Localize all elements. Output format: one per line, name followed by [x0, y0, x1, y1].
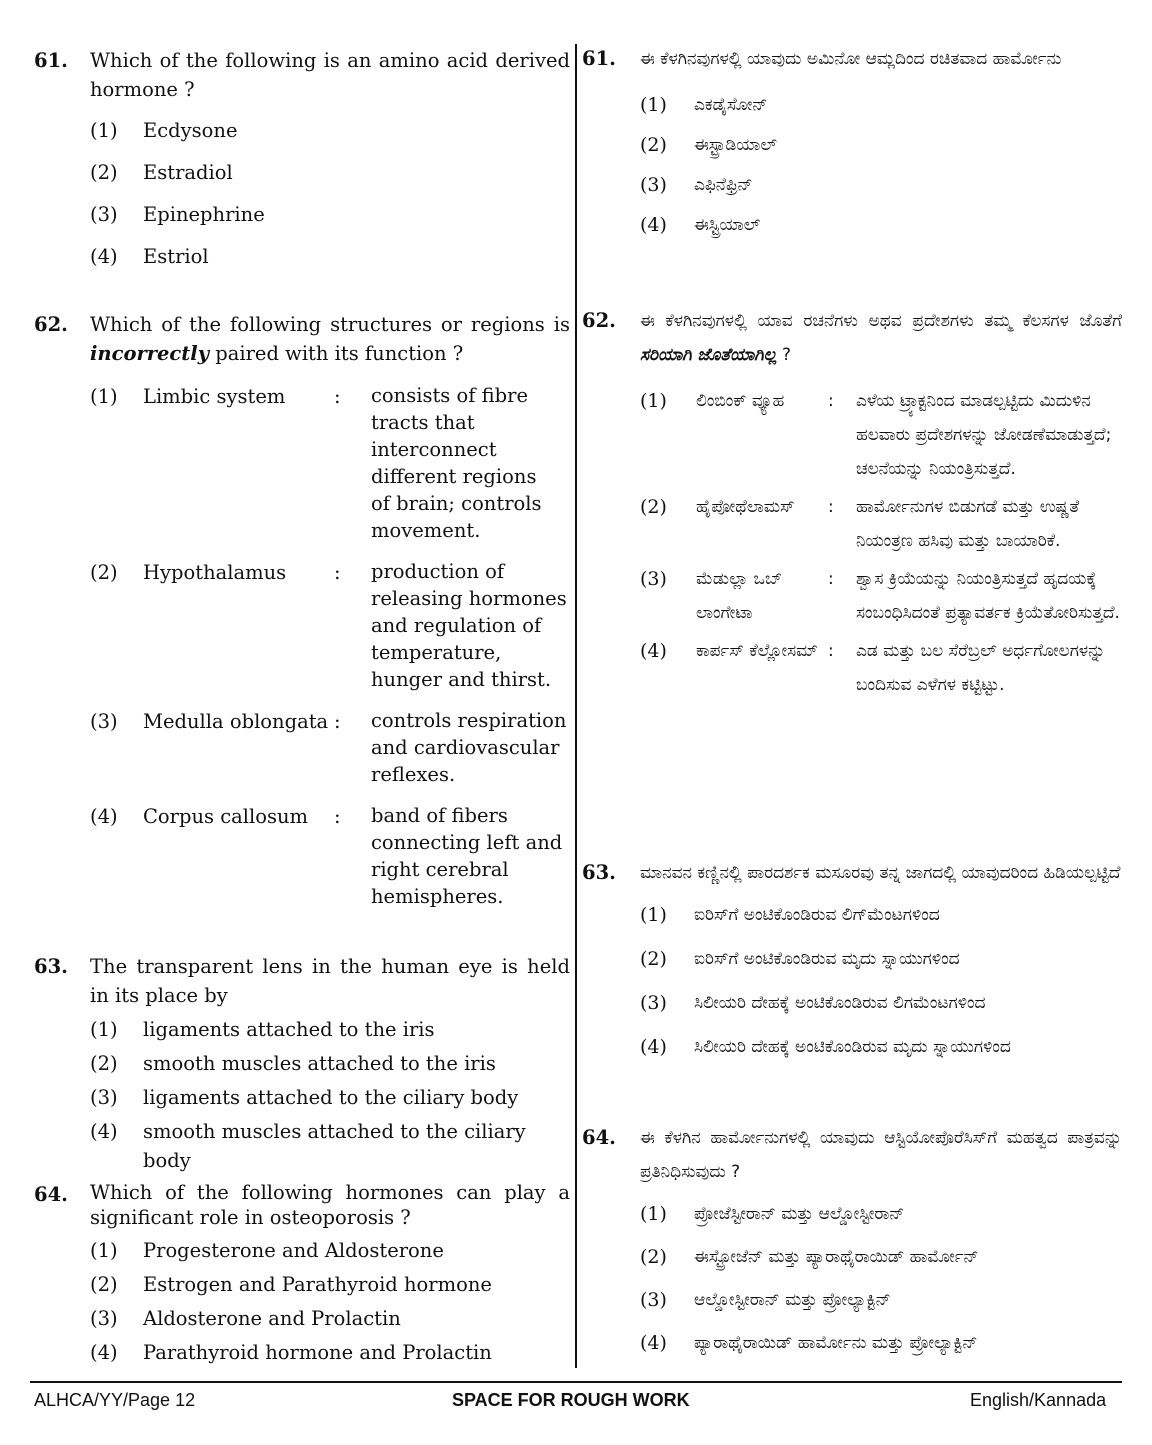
separator: :	[828, 569, 834, 589]
option-number: (2)	[640, 134, 667, 156]
option-3[interactable]	[640, 1283, 1122, 1317]
option-text: ಈಸ್ಟ್ರೋಜೆನ್ ಮತ್ತು ಪ್ಯಾರಾಥೈರಾಯಿಡ್ ಹಾರ್ಮೋನ್	[694, 1247, 979, 1267]
question-64-en	[34, 1180, 570, 1367]
function-description: controls respiration and cardiovascular reflexes.	[371, 709, 567, 786]
question-63-en	[34, 952, 570, 1175]
option-2[interactable]	[640, 942, 1122, 976]
option-number: (4)	[640, 1036, 667, 1058]
separator: :	[828, 641, 834, 661]
option-number: (1)	[640, 390, 667, 412]
option-number: (4)	[90, 805, 118, 828]
option-1[interactable]	[90, 116, 570, 145]
option-number: (2)	[90, 1052, 118, 1075]
separator: :	[334, 561, 341, 584]
option-text: Estriol	[143, 245, 209, 268]
structure-name: Hypothalamus	[143, 561, 287, 584]
option-number: (3)	[90, 1307, 118, 1330]
structure-name: Medulla oblongata	[143, 710, 329, 733]
option-number: (1)	[90, 385, 118, 408]
question-text: ಈ ಕೆಳಗಿನವುಗಳಲ್ಲಿ ಯಾವುದು ಅಮಿನೋ ಆಮ್ಲದಿಂದ ರಚಿತವಾದ ಹಾರ್ಮೋನು	[640, 49, 1062, 69]
option-3[interactable]	[90, 200, 570, 229]
function-description: ಹಾರ್ಮೋನುಗಳ ಬಿಡುಗಡೆ ಮತ್ತು ಉಷ್ಣತೆ ನಿಯಂತ್ರಣ ಹಸಿವು ಮತ್ತು ಬಾಯಾರಿಕೆ.	[856, 497, 1080, 551]
option-number: (1)	[640, 1203, 667, 1225]
option-number: (4)	[90, 1341, 118, 1364]
question-emphasis: ಸರಿಯಾಗಿ ಜೊತೆಯಾಗಿಲ್ಲ	[640, 345, 777, 365]
option-text: ligaments attached to the ciliary body	[143, 1086, 519, 1109]
question-emphasis: incorrectly	[90, 342, 210, 365]
option-text: Parathyroid hormone and Prolactin	[143, 1341, 492, 1364]
option-2[interactable]	[90, 1049, 570, 1078]
match-option-4[interactable]	[640, 634, 1122, 702]
structure-name: ಹೈಪೋಥೆಲಾಮಸ್	[696, 497, 795, 517]
option-text: ಪ್ಯಾರಾಥೈರಾಯಿಡ್ ಹಾರ್ಮೋನು ಮತ್ತು ಪ್ರೋಲ್ಯಾಕ್ಟಿನ್	[694, 1333, 978, 1353]
page-code: ALHCA/YY/Page 12	[34, 1390, 196, 1410]
option-number: (4)	[640, 214, 667, 236]
option-4[interactable]	[640, 1030, 1122, 1064]
option-text: ಆಲ್ಡೋಸ್ಟೀರಾನ್ ಮತ್ತು ಪ್ರೋಲ್ಯಾಕ್ಟಿನ್	[694, 1290, 891, 1310]
question-text: The transparent lens in the human eye is held in its place by	[90, 955, 570, 1007]
question-64-kn	[582, 1121, 1122, 1360]
option-4[interactable]	[90, 1338, 570, 1367]
option-4[interactable]	[640, 1326, 1122, 1360]
separator: :	[334, 385, 341, 408]
question-text-start: Which of the following structures or regions is	[90, 313, 570, 336]
match-option-3[interactable]	[640, 562, 1122, 630]
option-text: ಪ್ರೋಜೆಸ್ಟೀರಾನ್ ಮತ್ತು ಆಲ್ಡೋಸ್ಟೀರಾನ್	[694, 1204, 905, 1224]
question-text: Which of the following is an amino acid derived hormone ?	[90, 49, 570, 101]
column-divider	[575, 44, 577, 1368]
question-number: 64.	[34, 1183, 68, 1206]
question-62-kn	[582, 304, 1122, 702]
option-number: (3)	[640, 992, 667, 1014]
match-option-4[interactable]	[90, 802, 570, 910]
option-number: (4)	[640, 640, 667, 662]
option-text: Progesterone and Aldosterone	[143, 1239, 444, 1262]
question-63-kn	[582, 856, 1122, 1064]
question-number: 63.	[582, 861, 616, 884]
option-text: ಈಸ್ಟ್ರಿಯಾಲ್	[694, 215, 761, 235]
option-text: smooth muscles attached to the ciliary body	[143, 1120, 526, 1172]
option-number: (1)	[90, 1239, 118, 1262]
match-option-3[interactable]	[90, 707, 570, 788]
option-text: Estradiol	[143, 161, 233, 184]
separator: :	[828, 497, 834, 517]
match-option-1[interactable]	[90, 382, 570, 544]
function-description: ಶ್ವಾಸ ಕ್ರಿಯೆಯನ್ನು ನಿಯಂತ್ರಿಸುತ್ತದೆ ಹೃದಯಕ್ಕೆ ಸಂಬಂಧಿಸಿದಂತೆ ಪ್ರತ್ಯಾವರ್ತಕ ಕ್ರಿಯೆತೋರಿಸುತ್ತದೆ.	[856, 569, 1120, 623]
option-number: (3)	[640, 1289, 667, 1311]
option-text: ಸಿಲೀಯರಿ ದೇಹಕ್ಕೆ ಅಂಟಿಕೊಂಡಿರುವ ಲಿಗಮೆಂಟಗಳಿಂದ	[694, 993, 986, 1013]
structure-name: ಲಿಂಬಿಂಕ್ ವ್ಯೂಹ	[696, 391, 785, 411]
question-61-en	[34, 46, 570, 271]
option-number: (2)	[90, 1273, 118, 1296]
option-3[interactable]	[640, 986, 1122, 1020]
option-number: (1)	[640, 904, 667, 926]
question-number: 64.	[582, 1126, 616, 1149]
language-label: English/Kannada	[970, 1390, 1107, 1410]
option-number: (1)	[90, 1018, 118, 1041]
question-number: 61.	[34, 49, 68, 72]
option-3[interactable]	[90, 1083, 570, 1112]
option-number: (2)	[90, 161, 118, 184]
question-text: ಮಾನವನ ಕಣ್ಣಿನಲ್ಲಿ ಪಾರದರ್ಶಕ ಮಸೂರವು ತನ್ನ ಜಾಗದಲ್ಲಿ ಯಾವುದರಿಂದ ಹಿಡಿಯಲ್ಪಟ್ಟಿದೆ	[640, 863, 1121, 883]
question-number: 62.	[582, 309, 616, 332]
structure-name: ಕಾರ್ಪಸ್ ಕೆಲ್ಲೋಸಮ್	[696, 641, 818, 661]
question-text	[90, 310, 570, 368]
option-1[interactable]	[90, 1015, 570, 1044]
option-text: ಐರಿಸ್‌ಗೆ ಅಂಟಿಕೊಂಡಿರುವ ಲಿಗ್‌ಮೆಂಟಗಳಿಂದ	[694, 905, 940, 925]
question-text-end: paired with its function ?	[209, 342, 464, 365]
option-text: Ecdysone	[143, 119, 238, 142]
function-description: band of fibers connecting left and right cerebral hemispheres.	[371, 804, 563, 908]
separator: :	[828, 391, 834, 411]
option-2[interactable]	[90, 1270, 570, 1299]
option-1[interactable]	[640, 1197, 1122, 1231]
option-4[interactable]	[90, 1117, 570, 1175]
option-number: (4)	[640, 1332, 667, 1354]
rough-work-label: SPACE FOR ROUGH WORK	[452, 1390, 690, 1410]
option-number: (1)	[640, 94, 667, 116]
structure-name: Corpus callosum	[143, 805, 309, 828]
option-3[interactable]	[90, 1304, 570, 1333]
question-number: 63.	[34, 955, 68, 978]
question-text-start: ಈ ಕೆಳಗಿನವುಗಳಲ್ಲಿ ಯಾವ ರಚನೆಗಳು ಅಥವ ಪ್ರದೇಶಗಳು ತಮ್ಮ ಕೆಲಸಗಳ ಜೊತೆಗೆ	[640, 311, 1122, 331]
structure-name: Limbic system	[143, 385, 286, 408]
option-text: ಈಸ್ಟ್ರಾಡಿಯಾಲ್	[694, 135, 777, 155]
option-text: Estrogen and Parathyroid hormone	[143, 1273, 492, 1296]
function-description: ಎಳೆಯ ಟ್ರ್ಯಾಕ್ಟನಿಂದ ಮಾಡಲ್ಪಟ್ಟಿದು ಮಿದುಳಿನ ಹಲವಾರು ಪ್ರದೇಶಗಳನ್ನು ಜೋಡಣೆಮಾಡುತ್ತದೆ; ಚಲನೆಯನ್ನು ನಿಯಂತ್ರಿಸುತ್ತದೆ.	[856, 391, 1112, 479]
option-text: Aldosterone and Prolactin	[143, 1307, 401, 1330]
option-number: (3)	[640, 568, 667, 590]
function-description: consists of fibre tracts that interconnect different regions of brain; controls movement.	[371, 384, 542, 542]
option-text: smooth muscles attached to the iris	[143, 1052, 496, 1075]
question-text: Which of the following hormones can play a significant role in osteoporosis ?	[90, 1181, 570, 1229]
option-number: (4)	[90, 1120, 118, 1143]
option-number: (2)	[90, 561, 118, 584]
option-text: ligaments attached to the iris	[143, 1018, 435, 1041]
question-number: 62.	[34, 313, 68, 336]
option-number: (1)	[90, 119, 118, 142]
structure-name: ಮೆಡುಲ್ಲಾ ಒಬ್ ಲಾಂಗೇಟಾ	[696, 569, 783, 623]
option-text: ಸಿಲೀಯರಿ ದೇಹಕ್ಕೆ ಅಂಟಿಕೊಂಡಿರುವ ಮೃದು ಸ್ನಾಯುಗಳಿಂದ	[694, 1037, 1011, 1057]
option-2[interactable]	[640, 1240, 1122, 1274]
match-option-2[interactable]	[90, 558, 570, 693]
option-3[interactable]	[640, 168, 1122, 202]
option-number: (4)	[90, 245, 118, 268]
option-1[interactable]	[90, 1236, 570, 1265]
separator: :	[334, 805, 341, 828]
option-number: (3)	[640, 174, 667, 196]
option-number: (3)	[90, 710, 118, 733]
function-description: production of releasing hormones and regulation of temperature, hunger and thirst.	[371, 560, 567, 691]
option-4[interactable]	[90, 242, 570, 271]
question-text: ಈ ಕೆಳಗಿನ ಹಾರ್ಮೋನುಗಳಲ್ಲಿ ಯಾವುದು ಆಸ್ಟಿಯೋಪೊರೆಸಿಸ್‌ಗೆ ಮಹತ್ವದ ಪಾತ್ರವನ್ನು ಪ್ರತಿನಿಧಿಸುವುದು ?	[640, 1128, 1122, 1182]
option-number: (3)	[90, 203, 118, 226]
footer-rule	[30, 1381, 1122, 1383]
option-number: (2)	[640, 496, 667, 518]
match-option-2[interactable]	[640, 490, 1122, 558]
question-number: 61.	[582, 47, 616, 70]
option-number: (2)	[640, 1246, 667, 1268]
separator: :	[334, 710, 341, 733]
option-number: (2)	[640, 948, 667, 970]
option-text: Epinephrine	[143, 203, 265, 226]
option-number: (3)	[90, 1086, 118, 1109]
option-1[interactable]	[640, 88, 1122, 122]
option-text: ಎಫಿನೆಫ್ರಿನ್	[694, 175, 753, 195]
question-text	[640, 304, 1122, 372]
function-description: ಎಡ ಮತ್ತು ಬಲ ಸೆರೆಬ್ರಲ್ ಅರ್ಧಗೋಲಗಳನ್ನು ಬಂದಿಸುವ ಎಳೆಗಳ ಕಟ್ಟಿಟ್ಟು.	[856, 641, 1106, 695]
option-text: ಐರಿಸ್‌ಗೆ ಅಂಟಿಕೊಂಡಿರುವ ಮೃದು ಸ್ನಾಯುಗಳಿಂದ	[694, 949, 960, 969]
option-1[interactable]	[640, 898, 1122, 932]
option-2[interactable]	[90, 158, 570, 187]
option-4[interactable]	[640, 208, 1122, 242]
option-text: ಎಕಡೈಸೋನ್	[694, 95, 768, 115]
question-61-kn	[582, 42, 1122, 242]
question-text-end: ?	[776, 345, 792, 365]
question-62-en	[34, 310, 570, 910]
option-2[interactable]	[640, 128, 1122, 162]
match-option-1[interactable]	[640, 384, 1122, 486]
